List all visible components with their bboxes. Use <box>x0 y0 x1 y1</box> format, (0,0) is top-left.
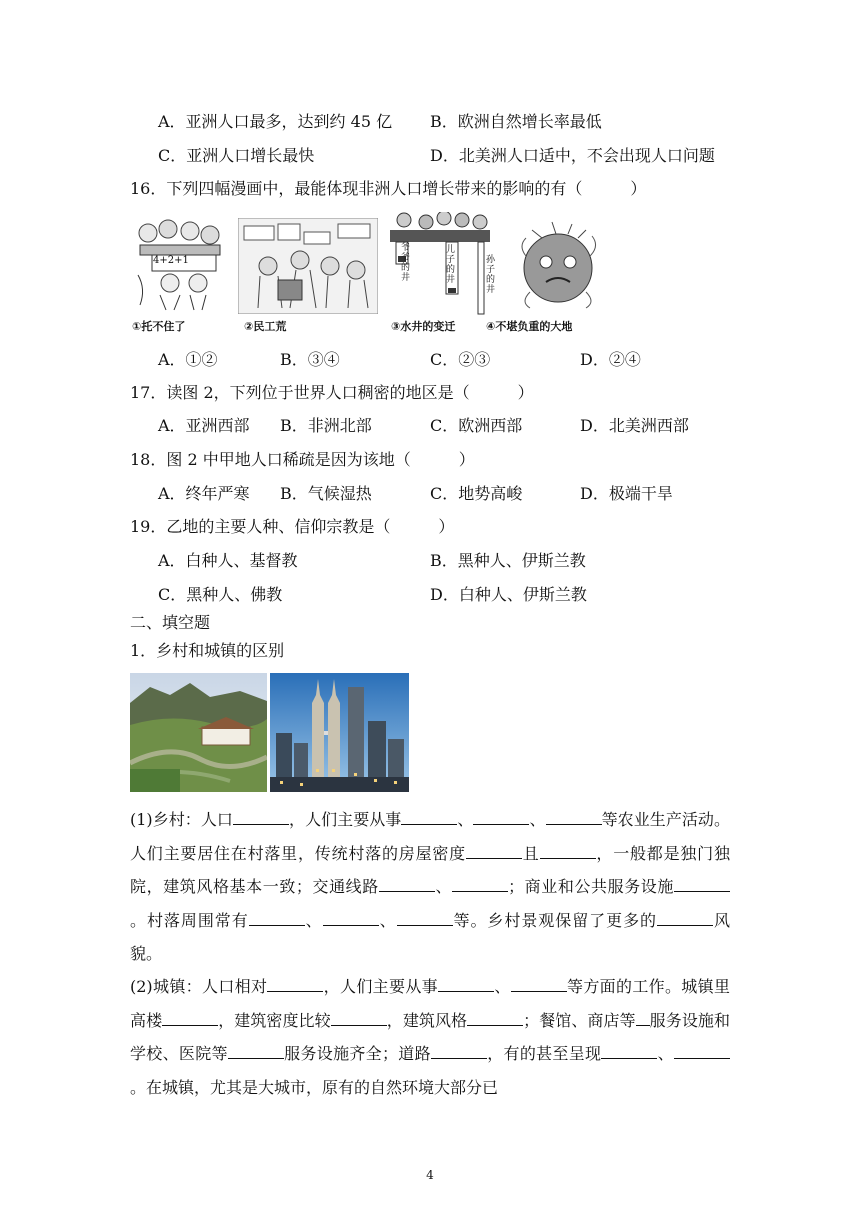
p1-text: 、 <box>304 910 323 930</box>
blank[interactable] <box>331 1009 387 1026</box>
blank[interactable] <box>467 1009 523 1026</box>
q16-option-a: A．①② <box>158 350 218 369</box>
comic-1-sum-text: 4+2+1 <box>153 255 189 266</box>
p1-text: ，人们主要从事 <box>288 810 402 829</box>
blank[interactable] <box>546 808 602 825</box>
blank[interactable] <box>249 909 305 926</box>
blank[interactable] <box>657 909 713 926</box>
q15-option-d: D．北美洲人口适中，不会出现人口问题 <box>430 146 715 165</box>
blank[interactable] <box>401 808 457 825</box>
p2-text: 服务设施齐全；道路 <box>283 1044 431 1063</box>
paragraph-town <box>130 970 730 1104</box>
blank[interactable] <box>267 975 323 992</box>
p2-text: 。在城镇，尤其是大城市，原有的自然环境大部分已 <box>130 1077 499 1097</box>
q17-stem: 17．读图 2，下列位于世界人口稠密的地区是（ ） <box>130 383 534 402</box>
q16-stem: 16．下列四幅漫画中，最能体现非洲人口增长带来的影响的有（ ） <box>130 179 647 198</box>
blank[interactable] <box>466 842 522 859</box>
q16-option-d: D．②④ <box>580 350 641 369</box>
q15-option-c: C．亚洲人口增长最快 <box>158 146 315 165</box>
q16-option-b: B．③④ <box>280 350 340 369</box>
q15-option-b: B．欧洲自然增长率最低 <box>430 112 602 131</box>
q18-stem: 18．图 2 中甲地人口稀疏是因为该地（ ） <box>130 450 475 469</box>
p2-text: 、 <box>493 977 511 996</box>
blank[interactable] <box>540 842 596 859</box>
blank[interactable] <box>473 808 529 825</box>
blank[interactable] <box>379 875 435 892</box>
q18-option-a: A．终年严寒 <box>158 484 250 503</box>
p2-text: ，建筑风格 <box>386 1010 468 1030</box>
p1-text: 等。乡村景观保留了更多的 <box>452 910 657 930</box>
q19-option-d: D．白种人、伊斯兰教 <box>430 585 587 604</box>
paragraph-village <box>130 803 730 971</box>
p1-text: 、 <box>457 810 474 829</box>
p2-text: (2)城镇：人口相对 <box>130 977 268 996</box>
p1-text: 风貌。 <box>130 910 730 963</box>
blank[interactable] <box>233 808 289 825</box>
p2-text: 服务设施和学校、医院等 <box>130 1010 730 1063</box>
well-label-grandson: 孙子的井 <box>486 255 496 295</box>
section-heading: 二、填空题 <box>130 613 211 632</box>
q17-option-d: D．北美洲西部 <box>580 416 689 435</box>
question-1-title: 1．乡村和城镇的区别 <box>130 641 285 660</box>
comic-4-caption: ④不堪负重的大地 <box>486 320 573 333</box>
p1-text: ；商业和公共服务设施 <box>508 877 674 896</box>
blank[interactable] <box>323 909 379 926</box>
p1-text: ，一般都是独门独院，建筑风格基本一致；交通线路 <box>130 843 730 896</box>
blank[interactable] <box>674 1042 730 1059</box>
blank[interactable] <box>452 875 508 892</box>
comic-2-illustration <box>238 218 378 314</box>
q18-option-d: D．极端干旱 <box>580 484 673 503</box>
q18-option-b: B．气候湿热 <box>280 484 372 503</box>
p2-text: ；餐馆、商店等 <box>523 1010 636 1030</box>
p2-text: ，人们主要从事 <box>323 977 438 996</box>
q18-option-c: C．地势高峻 <box>430 484 523 503</box>
q19-option-c: C．黑种人、佛教 <box>158 585 283 604</box>
p1-text: 、 <box>434 877 453 896</box>
blank[interactable] <box>601 1042 657 1059</box>
p1-text: (1)乡村：人口 <box>130 810 233 829</box>
p2-text: 、 <box>657 1044 674 1063</box>
comic-4-illustration <box>512 216 604 312</box>
p2-text: 等方面的工作。城镇里高楼 <box>130 977 730 1030</box>
q19-option-a: A．白种人、基督教 <box>158 551 298 570</box>
blank[interactable] <box>438 975 494 992</box>
blank[interactable] <box>228 1042 284 1059</box>
q16-option-c: C．②③ <box>430 350 491 369</box>
blank[interactable] <box>636 1009 650 1026</box>
blank[interactable] <box>431 1042 487 1059</box>
comic-2-caption: ②民工荒 <box>244 320 287 333</box>
blank[interactable] <box>162 1009 218 1026</box>
blank[interactable] <box>511 975 567 992</box>
village-photo <box>130 673 267 792</box>
p1-text: 、 <box>529 810 546 829</box>
q17-option-b: B．非洲北部 <box>280 416 372 435</box>
blank[interactable] <box>674 875 730 892</box>
q17-option-a: A．亚洲西部 <box>158 416 250 435</box>
q19-stem: 19．乙地的主要人种、信仰宗教是（ ） <box>130 517 455 536</box>
q19-option-b: B．黑种人、伊斯兰教 <box>430 551 586 570</box>
comic-1-caption: ①托不住了 <box>132 320 186 333</box>
p1-text: 等农业生产活动。人们主要居住在村落里，传统村落的房屋密度 <box>130 810 730 863</box>
p1-text: 且 <box>521 843 540 863</box>
p2-text: ，有的甚至呈现 <box>486 1044 602 1063</box>
p1-text: 、 <box>378 910 397 930</box>
page-number: 4 <box>426 1168 434 1182</box>
comic-3-caption: ③水井的变迁 <box>391 320 456 333</box>
q15-option-a: A．亚洲人口最多，达到约 45 亿 <box>158 112 393 131</box>
blank[interactable] <box>397 909 453 926</box>
p2-text: ，建筑密度比较 <box>218 1010 331 1030</box>
well-label-son: 儿子的井 <box>446 245 456 285</box>
p1-text: 。村落周围常有 <box>130 910 249 930</box>
city-photo <box>270 673 409 792</box>
q17-option-c: C．欧洲西部 <box>430 416 523 435</box>
well-label-grandpa: 爷爷的井 <box>401 243 411 283</box>
